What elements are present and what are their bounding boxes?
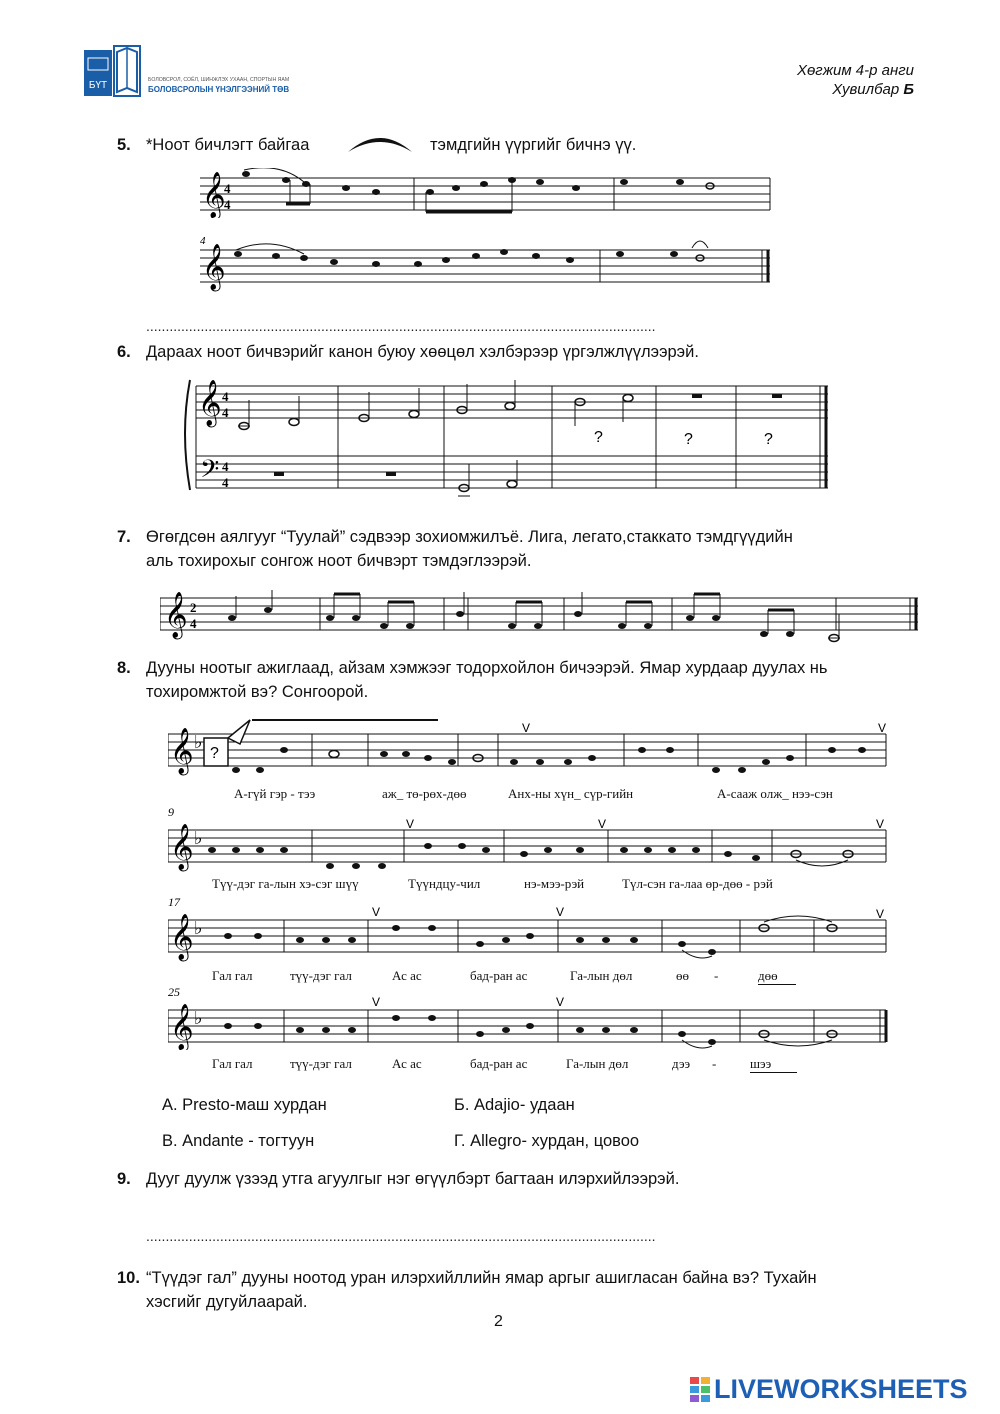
q6-text: Дараах ноот бичвэрийг канон буюу хөөцөл хэлбэрээр үргэлжлүүлээрэй. [146, 343, 699, 361]
svg-text:𝄞: 𝄞 [164, 592, 188, 638]
option-d[interactable]: Г. Allegro- хурдан, цовоо [454, 1132, 640, 1150]
lyric-row3-2: түү-дэг гал [290, 968, 352, 983]
subject-label: Хөгжим 4-р анги [796, 62, 914, 79]
svg-text:𝄞: 𝄞 [170, 728, 194, 774]
svg-text:𝄞: 𝄞 [198, 380, 222, 426]
svg-text:V: V [878, 721, 887, 735]
song-staff-3 [168, 892, 888, 962]
song-staff-4 [168, 980, 888, 1050]
option-c[interactable]: В. Andante - тогтуун [162, 1132, 315, 1150]
measure-number-17: 17 [168, 895, 180, 909]
svg-text:♭: ♭ [194, 732, 203, 753]
variant-letter: Б [903, 81, 914, 98]
lyric-row1-4: А-сааж олж_ нээ-сэн [717, 786, 833, 801]
svg-text:V: V [556, 905, 565, 919]
svg-text:V: V [372, 995, 381, 1009]
lyric-row3-8: дөө [758, 968, 796, 985]
liveworksheets-watermark [690, 1374, 968, 1405]
svg-text:4: 4 [190, 616, 197, 631]
q5-staff-2 [200, 232, 772, 292]
variant-prefix: Хувилбар [832, 81, 904, 98]
q5-text-b: тэмдгийн үүргийг бичнэ үү. [430, 136, 637, 154]
lyric-row2-2: Түүндцу-чил [408, 876, 481, 891]
lyric-row4-3: Ас ас [392, 1056, 422, 1071]
q6-number: 6. [117, 343, 131, 361]
slur-symbol-icon [345, 130, 415, 161]
svg-text:V: V [556, 995, 565, 1009]
svg-text:𝄞: 𝄞 [202, 172, 226, 218]
lyric-row3-5: Га-лын дөл [570, 968, 633, 983]
lyric-row4-8: шээ [750, 1056, 797, 1073]
svg-text:4: 4 [224, 197, 231, 212]
option-a[interactable]: А. Presto-маш хурдан [162, 1096, 327, 1114]
svg-text:𝄞: 𝄞 [202, 244, 226, 290]
tempo-box-question[interactable]: ? [210, 745, 219, 762]
q9-number: 9. [117, 1170, 131, 1188]
q6-question-mark-1: ? [594, 429, 603, 446]
svg-text:♭: ♭ [194, 918, 203, 939]
svg-text:V: V [876, 817, 885, 831]
lyric-row2-4: Түл-сэн га-лаа өр-дөө - рэй [622, 876, 773, 891]
q7-number: 7. [117, 528, 131, 546]
q5-measure-number: 4 [200, 235, 206, 247]
q9-text: Дууг дуулж үзээд утга агуулгыг нэг өгүүлбэрт багтаан илэрхийлээрэй. [146, 1170, 680, 1188]
svg-text:V: V [522, 721, 531, 735]
svg-text:V: V [372, 905, 381, 919]
q7-line2: аль тохирохыг сонгож ноот бичвэрт тэмдэглээрэй. [146, 552, 532, 570]
lyric-row2-1: Түү-дэг га-лын хэ-сэг шүү [212, 876, 359, 891]
svg-text:4: 4 [222, 389, 229, 404]
q5-number: 5. [117, 136, 131, 154]
q8-line1: Дууны ноотыг ажиглаад, айзам хэмжээг тодорхойлон бичээрэй. Ямар хурдаар дуулах нь [146, 659, 828, 677]
svg-text:4: 4 [222, 459, 229, 474]
logo [84, 44, 314, 100]
measure-number-25: 25 [168, 985, 180, 999]
q10-line2: хэсгийг дугуйлаарай. [146, 1293, 308, 1311]
q5-staff-1 [200, 168, 772, 218]
q5-text-a: *Ноот бичлэгт байгаа [146, 136, 310, 154]
variant-label [832, 81, 914, 98]
lyric-row4-6: дээ [672, 1056, 691, 1071]
lyric-row4-4: бад-ран ас [470, 1056, 528, 1071]
lyric-row4-7: - [712, 1056, 717, 1071]
q6-grand-staff [180, 372, 830, 502]
lyric-row1-3: Анх-ны хүн_ сүр-гийн [508, 786, 634, 801]
liveworksheets-text: LIVEWORKSHEETS [714, 1374, 968, 1404]
lyric-row1-1: А-гүй гэр - тээ [234, 786, 316, 801]
lyric-row1-2: аж_ тө-рөх-дөө [382, 786, 467, 801]
svg-text:𝄞: 𝄞 [170, 1004, 194, 1050]
svg-text:V: V [876, 907, 885, 921]
lyric-row4-1: Гал гал [212, 1056, 253, 1071]
q8-line2: тохиромжтой вэ? Сонгоорой. [146, 683, 369, 701]
svg-text:♭: ♭ [194, 1008, 203, 1029]
song-staff-2 [168, 804, 888, 874]
lyric-row3-1: Гал гал [212, 968, 253, 983]
q7-line1: Өгөгдсөн аялгууг “Туулай” сэдвээр зохиомжилъё. Лига, легато,стаккато тэмдгүүдийн [146, 528, 793, 546]
svg-text:2: 2 [190, 600, 197, 615]
svg-text:𝄢: 𝄢 [200, 455, 220, 490]
q10-line1: “Түүдэг гал” дууны ноотод уран илэрхийллийн ямар аргыг ашигласан байна вэ? Тухайн [146, 1269, 817, 1287]
logo-abbr: БҮТ [88, 80, 108, 91]
lyric-row3-6: өө [676, 968, 689, 983]
svg-text:4: 4 [222, 475, 229, 490]
q6-question-mark-2: ? [684, 431, 693, 448]
svg-text:4: 4 [224, 181, 231, 196]
lyric-row3-7: - [714, 968, 719, 983]
page-number: 2 [494, 1313, 503, 1330]
svg-text:V: V [406, 817, 415, 831]
measure-number-9: 9 [168, 805, 174, 819]
lyric-row3-4: бад-ран ас [470, 968, 528, 983]
option-b[interactable]: Б. Adajio- удаан [454, 1096, 575, 1114]
svg-text:♭: ♭ [194, 828, 203, 849]
lyric-row4-2: түү-дэг гал [290, 1056, 352, 1071]
svg-text:𝄞: 𝄞 [170, 824, 194, 870]
q5-answer-line[interactable]: ................................................................................................................................... [146, 318, 656, 334]
svg-text:V: V [598, 817, 607, 831]
logo-ministry: БОЛОВСРОЛ, СОЁЛ, ШИНЖЛЭХ УХААН, СПОРТЫН ЯАМ [148, 77, 290, 83]
svg-text:𝄞: 𝄞 [170, 914, 194, 960]
song-staff-1 [168, 716, 888, 776]
q9-answer-line[interactable]: ................................................................................................................................... [146, 1228, 656, 1244]
lyric-row3-3: Ас ас [392, 968, 422, 983]
q10-number: 10. [117, 1269, 140, 1287]
svg-text:4: 4 [222, 405, 229, 420]
lyric-row2-3: нэ-мээ-рэй [524, 876, 585, 891]
q7-staff [160, 590, 920, 646]
logo-center: БОЛОВСРОЛЫН ҮНЭЛГЭЭНИЙ ТӨВ [148, 85, 290, 94]
liveworksheets-logo-icon [690, 1377, 712, 1403]
lyric-row4-5: Га-лын дөл [566, 1056, 629, 1071]
q6-question-mark-3: ? [764, 431, 773, 448]
q8-number: 8. [117, 659, 131, 677]
